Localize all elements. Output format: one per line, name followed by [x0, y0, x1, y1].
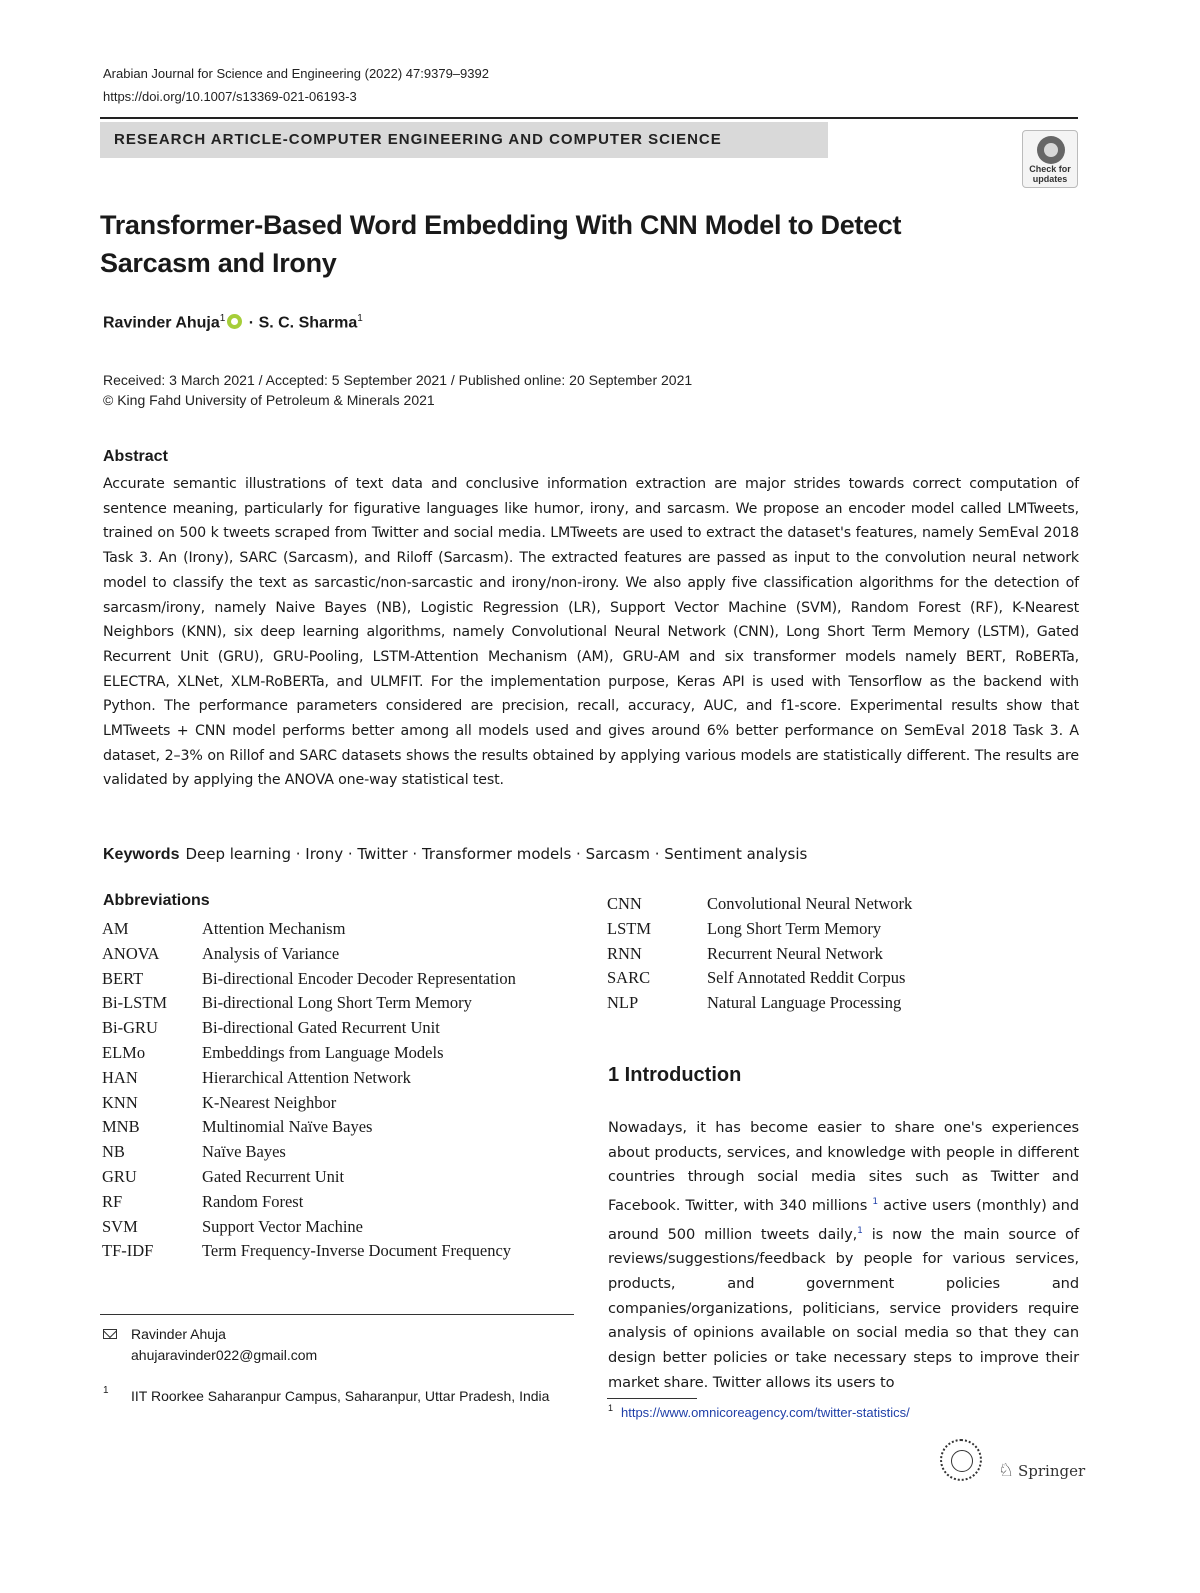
abbreviation-definition: Hierarchical Attention Network — [202, 1067, 411, 1087]
abbreviation-term: ANOVA — [102, 943, 160, 963]
abbreviation-definition: Convolutional Neural Network — [707, 894, 913, 913]
abbreviation-term: BERT — [102, 968, 144, 988]
author-name: S. C. Sharma — [258, 314, 358, 332]
abbreviation-term: RNN — [607, 943, 642, 963]
abbreviation-term: NB — [102, 1142, 125, 1162]
abbreviation-row — [102, 1115, 582, 1140]
affiliation-text: IIT Roorkee Saharanpur Campus, Saharanpur, Uttar Pradesh, India — [131, 1388, 550, 1404]
abbreviation-row — [607, 892, 1087, 917]
abbreviation-row — [607, 917, 1087, 942]
abbreviation-term: Bi-GRU — [102, 1018, 158, 1038]
abbreviation-term: AM — [102, 919, 129, 938]
abbreviation-row — [102, 967, 582, 992]
footnote-mark[interactable]: 1 — [857, 1225, 863, 1236]
abbreviations-list-left — [102, 917, 582, 1264]
abbreviation-term: ELMo — [102, 1042, 146, 1062]
check-updates-icon — [1037, 136, 1065, 164]
abbreviation-definition: Bi-directional Gated Recurrent Unit — [202, 1018, 440, 1038]
springer-horse-icon: ♘ — [998, 1460, 1015, 1480]
abbreviation-row — [607, 966, 1087, 991]
author-affil-mark: 1 — [219, 313, 226, 324]
author-name: Ravinder Ahuja — [103, 314, 220, 332]
corresponding-author-email[interactable]: ahujaravinder022@gmail.com — [131, 1347, 318, 1363]
article-category-bar — [100, 122, 828, 158]
abbreviation-term: SVM — [102, 1216, 138, 1236]
abbreviation-row — [102, 1041, 582, 1066]
abbreviation-term: RF — [102, 1191, 123, 1211]
publication-dates: Received: 3 March 2021 / Accepted: 5 September 2021 / Published online: 20 September 2021 — [103, 372, 693, 388]
abbreviation-row — [102, 942, 582, 967]
abbreviation-term: SARC — [607, 968, 651, 988]
abbreviation-row — [102, 1165, 582, 1190]
abbreviation-definition: Attention Mechanism — [202, 919, 346, 938]
abbreviation-term: HAN — [102, 1067, 138, 1087]
abbreviation-row — [607, 991, 1087, 1016]
copyright-notice: © King Fahd University of Petroleum & Minerals 2021 — [103, 392, 435, 408]
abbreviation-term: KNN — [102, 1092, 138, 1112]
abbreviation-definition: Embeddings from Language Models — [202, 1042, 444, 1062]
introduction-heading: 1 Introduction — [608, 1064, 742, 1086]
orcid-icon[interactable] — [227, 314, 242, 329]
footnote-url[interactable]: https://www.omnicoreagency.com/twitter-statistics/ — [621, 1405, 910, 1420]
intro-text-part: active users (monthly) and around 500 million tweets daily, — [608, 1196, 1079, 1243]
abbreviation-row — [102, 1190, 582, 1215]
abbreviation-definition: Support Vector Machine — [202, 1216, 363, 1236]
footnote-mark[interactable]: 1 — [872, 1197, 878, 1208]
abbreviation-definition: Random Forest — [202, 1191, 304, 1211]
abbreviation-row — [102, 1140, 582, 1165]
abstract-text: Accurate semantic illustrations of text data and conclusive information extraction are major strides towards correct computation of sentence meaning, particularly for figurative languages like humor, irony, and sarcasm. We propose an encoder model called LMTweets, trained on 500 k tweets scraped from Twitter and social media. LMTweets are used to extract the dataset's features, namely SemEval 2018 Task 3. An (Irony), SARC (Sarcasm), and Riloff (Sarcasm). The extracted features are passed as input to the convolution neural network model to classify the text as sarcastic/non-sarcastic and irony/non-irony. We also apply five classification algorithms for the detection of sarcasm/irony, namely Naive Bayes (NB), Logistic Regression (LR), Support Vector Machine (SVM), Random Forest (RF), K-Nearest Neighbors (KNN), six deep learning algorithms, namely Convolutional Neural Network (CNN), Long Short Term Memory (LSTM), Gated Recurrent Unit (GRU), GRU-Pooling, LSTM-Attention Mechanism (AM), GRU-AM and six transformer models namely BERT, RoBERTa, ELECTRA, XLNet, XLM-RoBERTa, and ULMFIT. For the implementation purpose, Keras API is used with Tensorflow as the backend with Python. The performance parameters considered are precision, recall, accuracy, AUC, and f1-score. Experimental results show that LMTweets + CNN model performs better among all models used and gives around 6% better performance on SemEval 2018 Task 3. A dataset, 2–3% on Rillof and SARC datasets shows the results obtained by applying various models are statistically different. The results are validated by applying the ANOVA one-way statistical test. — [103, 476, 1079, 789]
abbreviation-definition: Bi-directional Encoder Decoder Representation — [202, 968, 516, 988]
abbreviation-definition: Naïve Bayes — [202, 1142, 286, 1162]
introduction-text — [608, 1116, 1079, 1395]
abbreviations-heading: Abbreviations — [103, 892, 210, 909]
affiliation-number: 1 — [103, 1385, 109, 1396]
abbreviation-definition: Bi-directional Long Short Term Memory — [202, 993, 472, 1013]
footnote-number: 1 — [608, 1403, 614, 1413]
abbreviation-term: LSTM — [607, 918, 652, 938]
publisher-name: Springer — [1018, 1462, 1086, 1480]
abbreviation-term: CNN — [607, 894, 642, 913]
abbreviation-term: Bi-LSTM — [102, 993, 168, 1013]
abbreviation-definition: Gated Recurrent Unit — [202, 1166, 345, 1186]
keywords-text: Deep learning · Irony · Twitter · Transformer models · Sarcasm · Sentiment analysis — [185, 845, 808, 863]
abbreviation-definition: K-Nearest Neighbor — [202, 1092, 337, 1112]
intro-footnote-rule — [607, 1398, 697, 1399]
abbreviation-definition: Recurrent Neural Network — [707, 943, 883, 963]
abbreviations-list-right — [607, 892, 1087, 1016]
footnote-rule — [100, 1314, 574, 1315]
abbreviation-row — [102, 1239, 582, 1264]
abbreviation-definition: Analysis of Variance — [202, 943, 340, 963]
page-emblem-icon — [940, 1439, 982, 1481]
abbreviation-definition: Multinomial Naïve Bayes — [202, 1117, 373, 1137]
article-category: RESEARCH ARTICLE-COMPUTER ENGINEERING AND COMPUTER SCIENCE — [114, 131, 722, 148]
check-for-updates-badge[interactable] — [1022, 130, 1078, 188]
keywords — [103, 845, 807, 864]
abbreviation-row — [102, 917, 582, 942]
doi-link[interactable]: https://doi.org/10.1007/s13369-021-06193-3 — [103, 89, 357, 104]
author-separator: · — [248, 314, 255, 332]
check-updates-label: Check for updates — [1029, 164, 1071, 184]
article-title: Transformer-Based Word Embedding With CNN Model to Detect Sarcasm and Irony — [100, 210, 902, 278]
author-affil-mark: 1 — [357, 313, 363, 324]
header-rule — [100, 117, 1078, 119]
abbreviation-row — [102, 1016, 582, 1041]
abstract-heading: Abstract — [103, 448, 168, 465]
abbreviation-row — [102, 1091, 582, 1116]
abbreviation-term: GRU — [102, 1166, 137, 1186]
corresponding-author-name: Ravinder Ahuja — [131, 1326, 226, 1342]
journal-citation: Arabian Journal for Science and Engineering (2022) 47:9379–9392 — [103, 66, 489, 81]
abbreviation-row — [102, 1066, 582, 1091]
abbreviation-row — [102, 991, 582, 1016]
abbreviation-term: NLP — [607, 993, 639, 1013]
intro-text-part: is now the main source of reviews/suggestions/feedback by people for various services, products, and government policies and companies/organizations, politicians, service providers require analysis of opinions available on social media so that they can design better policies or take necessary steps to improve their market share. Twitter allows its users to — [608, 1225, 1080, 1391]
abbreviation-definition: Term Frequency-Inverse Document Frequency — [202, 1241, 512, 1261]
keywords-label: Keywords — [103, 846, 180, 863]
intro-text-part: Nowadays, it has become easier to share one's experiences about products, services, and knowledge with people in different countries through social media sites such as Twitter and Facebook. Twitter, with 340 millions — [608, 1119, 1079, 1214]
abbreviation-definition: Long Short Term Memory — [707, 918, 882, 938]
abbreviation-row — [607, 942, 1087, 967]
abbreviation-definition: Self Annotated Reddit Corpus — [707, 968, 906, 988]
abbreviation-definition: Natural Language Processing — [707, 993, 902, 1013]
envelope-icon — [103, 1329, 117, 1339]
abbreviation-term: TF-IDF — [102, 1241, 154, 1261]
author-list — [103, 313, 363, 332]
abbreviation-row — [102, 1215, 582, 1240]
abbreviation-term: MNB — [102, 1117, 140, 1137]
